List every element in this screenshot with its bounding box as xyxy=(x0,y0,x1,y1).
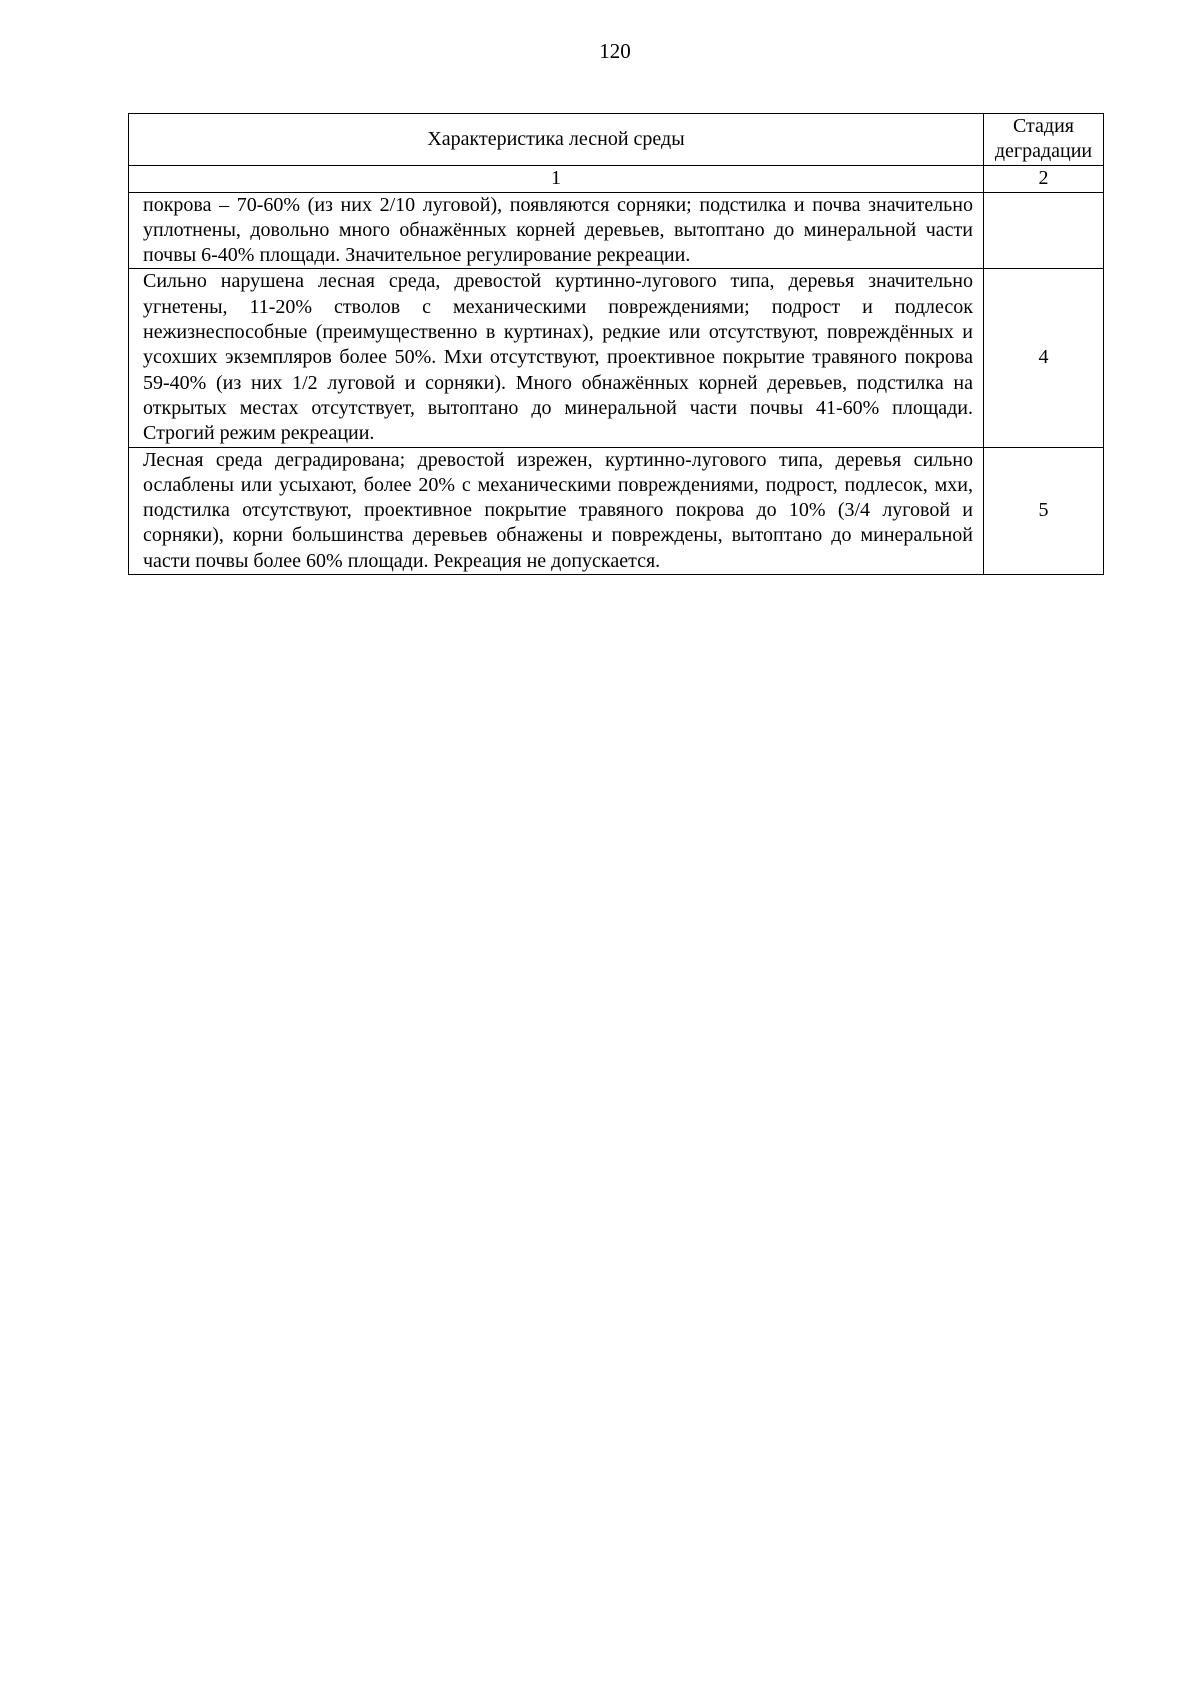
row-description: Лесная среда деградирована; древостой изрежен, куртинно-лугового типа, деревья сильно ослаблены или усыхают, более 20% с механическими повреждениями, подрост, подлесок, мхи, подстилка отсутствуют, проективное покрытие травяного покрова до 10% (3/4 луговой и сорняки), корни большинства деревьев обнажены и повреждены, вытоптано до минеральной части почвы более 60% площади. Рекреация не допускается. xyxy=(129,447,984,574)
table-row xyxy=(129,269,1104,447)
header-description: Характеристика лесной среды xyxy=(129,114,984,166)
page-number: 120 xyxy=(599,39,631,63)
column-number-2: 2 xyxy=(984,165,1104,192)
column-number-1: 1 xyxy=(129,165,984,192)
row-description: Сильно нарушена лесная среда, древостой куртинно-лугового типа, деревья значительно угнетены, 11-20% стволов с механическими повреждениями; подрост и подлесок нежизнеспособные (преимущественно в куртинах), редкие или отсутствуют, повреждённых и усохших экземпляров более 50%. Мхи отсутствуют, проективное покрытие травяного покрова 59-40% (из них 1/2 луговой и сорняки). Много обнажённых корней деревьев, подстилка на открытых местах отсутствует, вытоптано до минеральной части почвы 41-60% площади. Строгий режим рекреации. xyxy=(129,269,984,447)
degradation-table xyxy=(128,113,1104,575)
row-stage xyxy=(984,192,1104,269)
row-description: покрова – 70-60% (из них 2/10 луговой), появляются сорняки; подстилка и почва значительно уплотнены, довольно много обнажённых корней деревьев, вытоптано до минеральной части почвы 6-40% площади. Значительное регулирование рекреации. xyxy=(129,192,984,269)
header-stage xyxy=(984,114,1104,166)
table-row xyxy=(129,447,1104,574)
row-stage: 5 xyxy=(984,447,1104,574)
column-number-row xyxy=(129,165,1104,192)
table-header-row xyxy=(129,114,1104,166)
header-stage-line2: деградации xyxy=(994,140,1093,163)
row-stage: 4 xyxy=(984,269,1104,447)
header-stage-line1: Стадия xyxy=(1012,115,1074,137)
table-row xyxy=(129,192,1104,269)
